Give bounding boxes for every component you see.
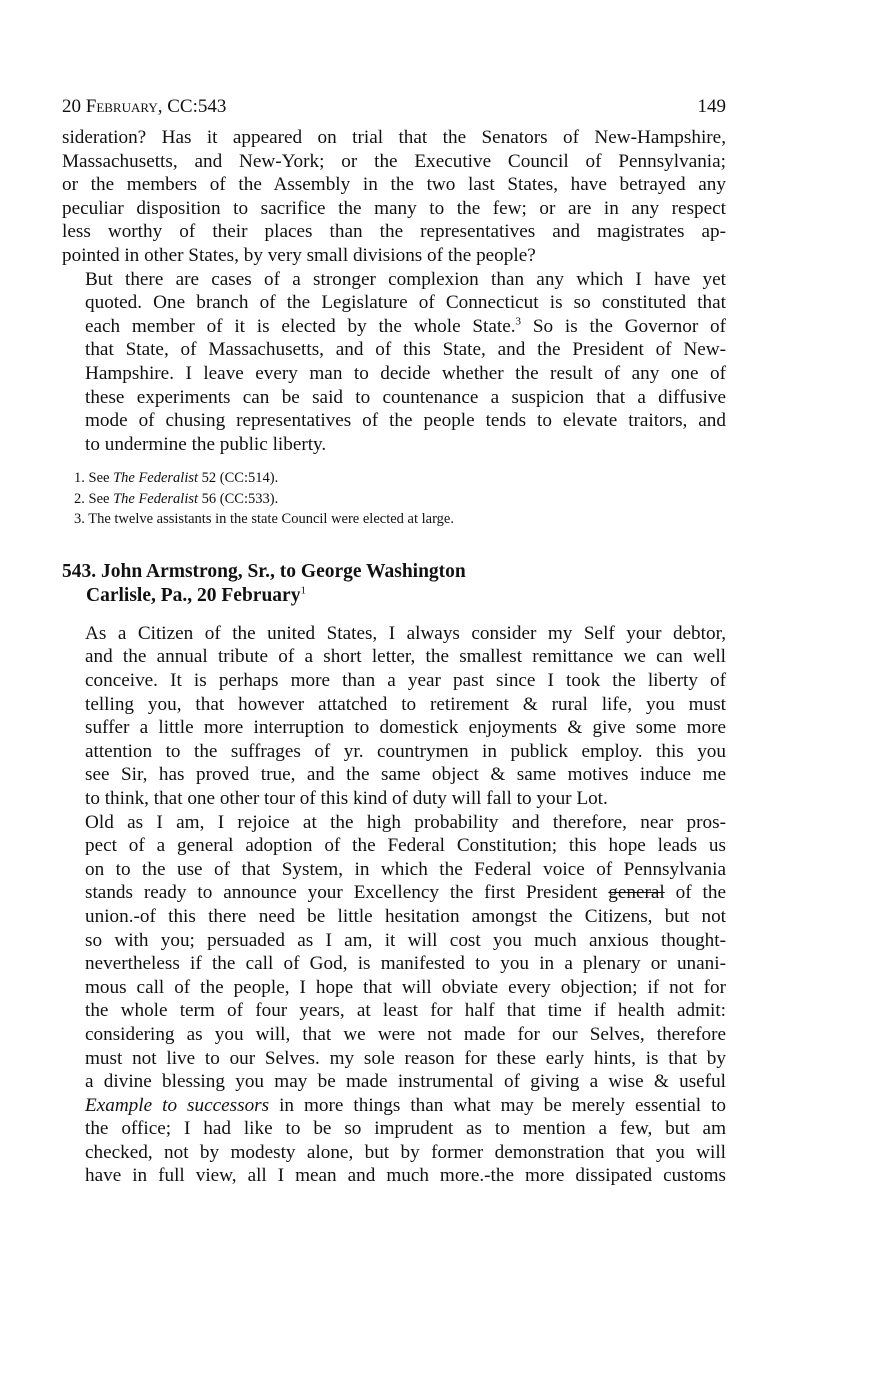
text-line: or the members of the Assembly in the two last States, have betrayed any: [62, 174, 726, 196]
text-line: peculiar disposition to sacrifice the many to the few; or are in any respect: [62, 197, 726, 219]
text-line: a divine blessing you may be made instrumental of giving a wise & useful: [85, 1071, 726, 1093]
page-number: 149: [697, 96, 726, 117]
text-line: pect of a general adoption of the Federal Constitution; this hope leads us: [85, 835, 726, 857]
text-run: each member of it is elected by the whole State.: [85, 315, 516, 337]
document-heading: [62, 560, 726, 608]
text-line: have in full view, all I mean and much more.-the more dissipated customs: [85, 1165, 726, 1187]
running-head: [62, 96, 726, 126]
text-line: so with you; persuaded as I am, it will cost you much anxious thought-: [85, 929, 726, 951]
text-line: Old as I am, I rejoice at the high probability and therefore, near pros-: [85, 811, 726, 833]
text-line: union.-of this there need be little hesitation amongst the Citizens, but not: [85, 905, 726, 927]
text-line: the whole term of four years, at least for half that time if health admit:: [85, 1000, 726, 1022]
rh-day: 20: [62, 96, 86, 117]
footnote: [62, 509, 726, 530]
paragraph: [62, 268, 726, 457]
footnote-title: The Federalist: [113, 470, 199, 487]
text-line: must not live to our Selves. my sole reason for these early hints, is that by: [85, 1047, 726, 1069]
text-line: less worthy of their places than the representatives and magistrates ap-: [62, 221, 726, 243]
footnote-text: 1. See: [74, 470, 114, 487]
paragraph: [62, 811, 726, 1189]
struck-word: general: [608, 882, 665, 904]
rh-cc: , CC:543: [157, 96, 227, 117]
rh-month: February: [85, 96, 158, 117]
text-line: and the annual tribute of a short letter, the smallest remittance we can well: [85, 646, 726, 668]
italic-phrase: Example to successors: [85, 1094, 270, 1116]
text-line: [62, 315, 726, 339]
text-line: these experiments can be said to countenance a suspicion that a diffusive: [85, 386, 726, 408]
text-line: As a Citizen of the united States, I always consider my Self your debtor,: [85, 622, 726, 644]
page: [62, 96, 726, 1188]
text-line: quoted. One branch of the Legislature of Connecticut is so constituted that: [85, 292, 726, 314]
footnote-title: The Federalist: [113, 490, 199, 507]
footnotes: [62, 468, 726, 530]
text-line: attention to the suffrages of yr. countrymen in publick employ. this you: [85, 740, 726, 762]
text-line: mode of chusing representatives of the people tends to elevate traitors, and: [85, 410, 726, 432]
text-line: [62, 1094, 726, 1118]
text-line: checked, not by modesty alone, but by former demonstration that you will: [85, 1141, 726, 1163]
text-line: suffer a little more interruption to domestick enjoyments & give some more: [85, 717, 726, 739]
text-line: sideration? Has it appeared on trial that the Senators of New-Hampshire,: [62, 127, 726, 148]
footnote: [62, 489, 726, 510]
prev-document-text: [62, 126, 726, 456]
text-run: So is the Governor of: [521, 315, 726, 337]
text-line: [62, 881, 726, 905]
text-line: mous call of the people, I hope that will obviate every objection; if not for: [85, 976, 726, 998]
paragraph: [62, 622, 726, 811]
text-line: But there are cases of a stronger complexion than any which I have yet: [85, 268, 726, 290]
text-run: of the: [664, 882, 726, 904]
paragraph: [62, 126, 726, 268]
text-line: that State, of Massachusetts, and of this State, and the President of New-: [85, 339, 726, 361]
text-line: conceive. It is perhaps more than a year past since I took the liberty of: [85, 670, 726, 691]
text-line: the office; I had like to be so imprudent as to mention a few, but am: [85, 1118, 726, 1140]
text-run: in more things than what may be merely essential to: [269, 1094, 726, 1116]
text-line: see Sir, has proved true, and the same object & same motives induce me: [85, 764, 726, 786]
footnote-ref[interactable]: 3: [515, 315, 522, 328]
text-line: considering as you will, that we were not made for our Selves, therefore: [85, 1023, 726, 1045]
footnote-text: 3. The twelve assistants in the state Council were elected at large.: [74, 511, 454, 528]
document-title: 543. John Armstrong, Sr., to George Washington: [62, 560, 466, 582]
text-line: Hampshire. I leave every man to decide whether the result of any one of: [85, 362, 726, 384]
footnote-text: 52 (CC:514).: [198, 470, 279, 487]
footnote-text: 56 (CC:533).: [198, 490, 279, 507]
footnote-ref[interactable]: 1: [300, 584, 306, 597]
text-line: telling you, that however attatched to retirement & rural life, you must: [85, 693, 726, 715]
text-line: on to the use of that System, in which the Federal voice of Pennsylvania: [85, 858, 726, 880]
text-line: nevertheless if the call of God, is manifested to you in a plenary or unani-: [85, 953, 726, 975]
text-run: stands ready to announce your Excellency the first President: [85, 882, 609, 904]
running-head-left: [62, 96, 226, 118]
letter-text: [62, 622, 726, 1188]
footnote-text: 2. See: [74, 490, 114, 507]
place-date-text: Carlisle, Pa., 20 February: [86, 584, 301, 606]
text-line: Massachusetts, and New-York; or the Executive Council of Pennsylvania;: [62, 150, 726, 172]
text-line: pointed in other States, by very small divisions of the people?: [62, 244, 536, 266]
text-line: to undermine the public liberty.: [85, 433, 327, 455]
document-place-date: [62, 584, 726, 608]
footnote: [62, 468, 726, 489]
text-line: to think, that one other tour of this kind of duty will fall to your Lot.: [85, 787, 608, 809]
